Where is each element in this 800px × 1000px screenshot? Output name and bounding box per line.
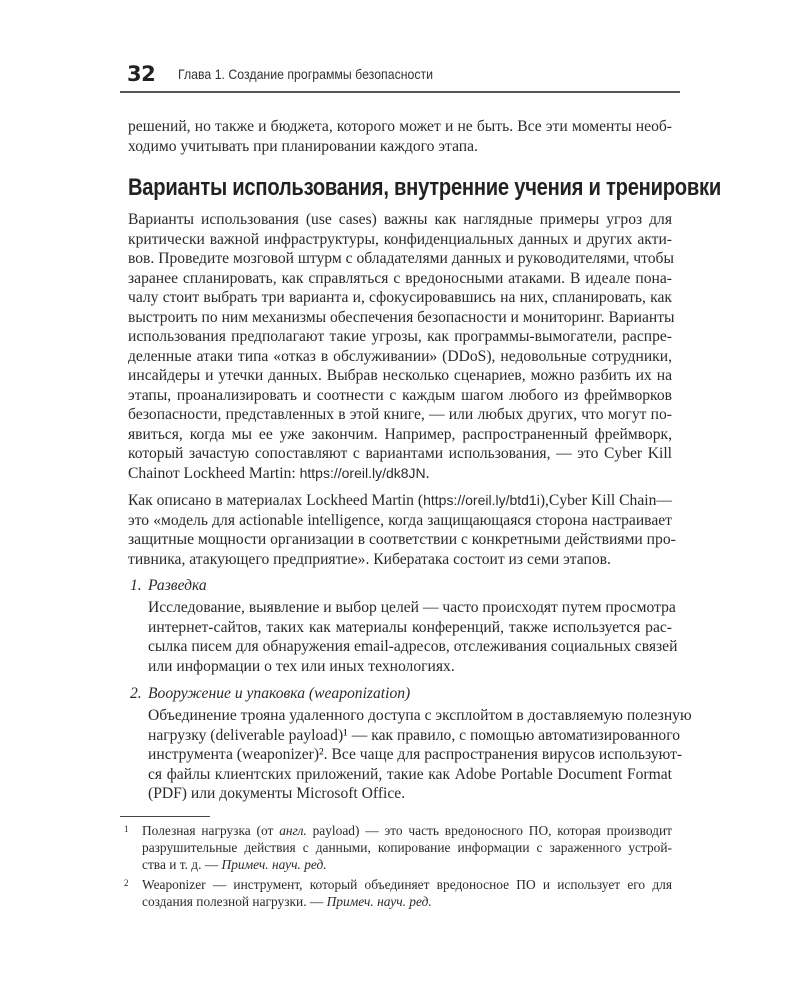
text: создания полезной нагрузки. — (142, 894, 327, 909)
text: Примеч. науч. ред. (326, 894, 432, 909)
text: ства и т. д. — (142, 857, 222, 872)
text-line (142, 822, 672, 839)
text: англ. (279, 823, 307, 838)
text-line: нагрузку (deliverable payload)¹ — как правило, с помощью автоматизированного (148, 726, 681, 744)
text-line: Исследование, выявление и выбор целей — часто происходят путем просмотра (148, 599, 676, 616)
text-line: ся файлы клиентских приложений, такие как Adobe Portable Document Format (148, 765, 672, 783)
text-line: это «модель для actionable intelligence, когда защищающаяся сторона настраивает (128, 511, 672, 529)
text-line: инсайдеры и утечки данных. Выбрав несколько сценариев, можно разбить их на (128, 367, 672, 384)
text-line: выстроить по ним механизмы обеспечения безопасности и мониторинг. Варианты (128, 308, 675, 326)
text-line: защитные мощности организации в соответствии с конкретными действиями про- (128, 531, 676, 548)
text-line: решений, но также и бюджета, которого может и не быть. Все эти моменты необ- (128, 118, 672, 135)
text-line: использования предполагают такие угрозы, как программы-вымогатели, распре- (128, 328, 672, 345)
text-line: тивника, атакующего предприятие». Кибератака состоит из семи этапов. (128, 550, 611, 568)
text-line: Варианты использования (use cases) важны как наглядные примеры угроз для (128, 211, 672, 228)
page-number: 32 (127, 62, 156, 86)
text-line: чалу стоит выбрать три варианта и, сфокусировавшись на них, спланировать, как (128, 289, 672, 306)
text-line: или информации о тех или иных технологиях. (148, 657, 455, 675)
text-line: который зачастую сопоставляют с вариантами использования, — это Cyber Kill (128, 445, 672, 462)
list-body (148, 706, 692, 804)
text: Chainот Lockheed Martin: (128, 464, 300, 482)
text-line: Weaponizer — инструмент, который объединяет вредоносное ПО и использует его для (142, 877, 672, 892)
footnote-body (142, 822, 672, 873)
list-number: 1. (130, 577, 142, 594)
text-line: инструмента (weaponizer)². Все чаще для распространения вирусов используют- (148, 746, 683, 763)
text-line: явиться, когда мы ее уже закончим. Например, распространенный фреймворк, (128, 425, 672, 443)
text: Примеч. науч. ред. (221, 857, 327, 872)
text-line: ходимо учитывать при планировании каждого этапа. (128, 137, 478, 155)
footnote-body (142, 876, 672, 910)
list-title: Разведка (148, 577, 207, 594)
text-line: деленные атаки типа «отказ в обслуживании» (DDoS), недовольные сотрудники, (128, 347, 672, 365)
text-line: Объединение трояна удаленного доступа с эксплойтом в доставляемую полезную (148, 707, 692, 724)
paragraph-kill-chain (128, 491, 676, 569)
text-line (142, 893, 672, 910)
text-line (128, 491, 672, 511)
header-rule (120, 91, 680, 93)
text: . (425, 464, 430, 482)
text-line: заранее спланировать, как справляться с вредоносными атаками. В идеале пона- (128, 269, 672, 287)
text: Полезная нагрузка (от (142, 823, 280, 838)
link-btd1i[interactable]: https://oreil.ly/btd1i (423, 492, 540, 508)
text-line: разрушительные действия с данными, копирование информации с зараженного устрой- (142, 840, 672, 855)
text-line: вов. Проведите мозговой штурм с обладателями данных и руководителями, чтобы (128, 250, 674, 267)
text-line (142, 856, 672, 873)
footnote-rule (120, 816, 210, 817)
text-line: интернет-сайтов, таких как материалы конференций, также используется рас- (148, 618, 672, 636)
text-line: этапы, проанализировать и соотнести с каждым шагом любого из фреймворков (128, 386, 672, 404)
text: Как описано в материалах Lockheed Martin ( (128, 492, 424, 509)
text-line: сылка писем для обнаружения email-адресов, отслеживания социальных связей (148, 638, 678, 655)
list-number: 2. (130, 685, 142, 702)
text: payload) — это часть вредоносного ПО, которая производит (306, 823, 672, 838)
chapter-title: Глава 1. Создание программы безопасности (178, 66, 434, 82)
footnote-mark: 2 (124, 878, 129, 888)
link-dk8jn[interactable]: https://oreil.ly/dk8JN (299, 464, 426, 481)
intro-paragraph (128, 117, 672, 156)
text-line: (PDF) или документы Microsoft Office. (148, 785, 406, 802)
text-line: безопасности, представленных в этой книге, — или любых других, что могут по- (128, 406, 672, 423)
list-title: Вооружение и упаковка (weaponization) (148, 685, 411, 702)
text: ),Cyber Kill Chain— (539, 492, 672, 509)
section-heading: Варианты использования, внутренние учения и тренировки (128, 174, 721, 201)
footnote-mark: 1 (124, 824, 129, 834)
list-body (148, 598, 678, 676)
text-line (128, 464, 672, 484)
text-line: критически важной инфраструктуры, конфиденциальных данных и других акти- (128, 230, 672, 248)
paragraph-use-cases (128, 210, 675, 483)
